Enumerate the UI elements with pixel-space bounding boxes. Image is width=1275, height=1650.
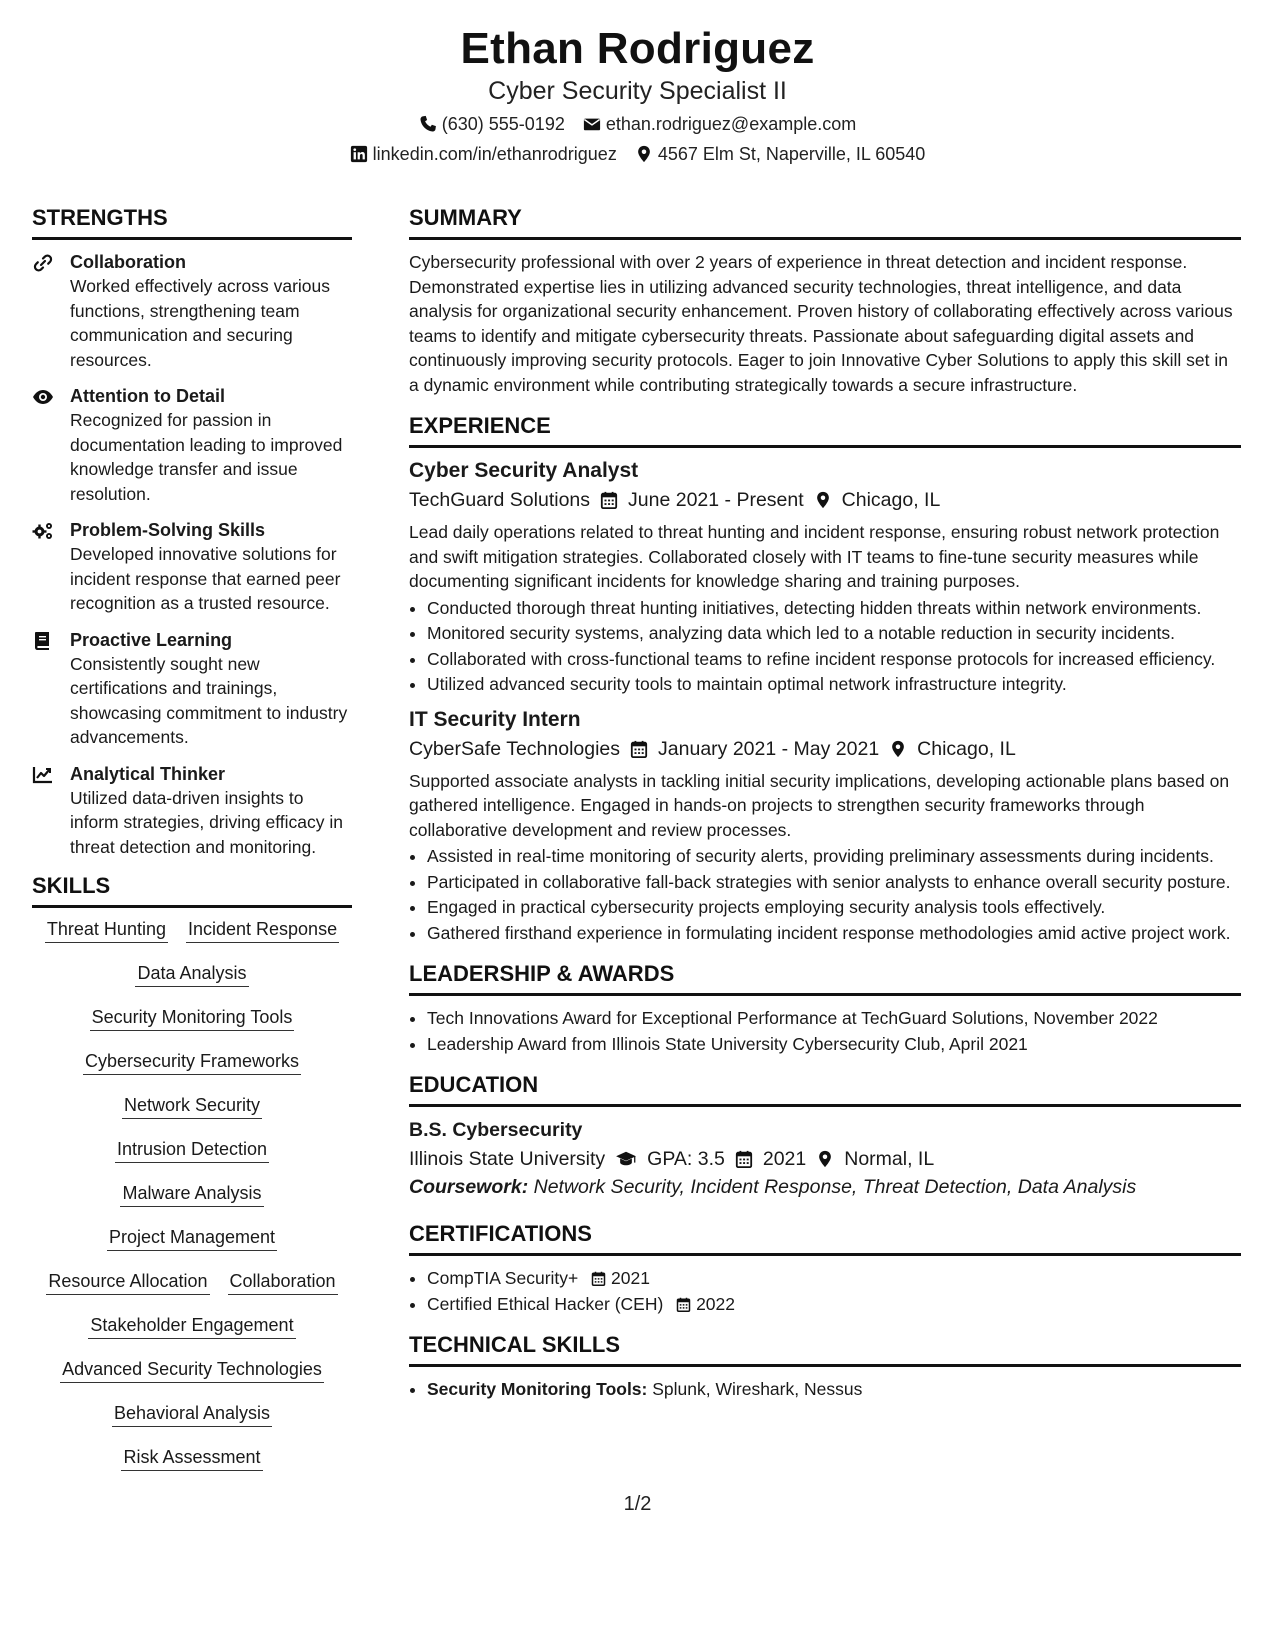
job-location: Chicago, IL [917, 737, 1016, 760]
calendar-icon [591, 1271, 606, 1286]
skill-row [32, 1270, 352, 1295]
certification-list [409, 1266, 1241, 1316]
certification-year: 2021 [611, 1268, 650, 1288]
candidate-name: Ethan Rodriguez [460, 24, 815, 73]
job-meta [409, 735, 1241, 763]
linkedin-icon [350, 145, 368, 163]
skill-tag: Risk Assessment [121, 1446, 262, 1471]
job-dates: June 2021 - Present [628, 489, 804, 511]
link-icon [32, 250, 70, 372]
degree: B.S. Cybersecurity [409, 1119, 583, 1141]
strength-desc: Consistently sought new certifications and trainings, showcasing commitment to industry advancements. [70, 653, 348, 747]
technical-skills-section [409, 1332, 1241, 1402]
job-bullet: • Assisted in real-time monitoring of security alerts, providing preliminary assessments during incidents. [427, 844, 1241, 869]
phone-icon [419, 115, 437, 133]
job-title: Cyber Security Analyst [409, 459, 639, 482]
education-heading: EDUCATION [409, 1072, 1241, 1107]
address-contact [635, 142, 926, 166]
strength-title: Attention to Detail [70, 386, 225, 406]
job-bullet: • Participated in collaborative fall-back strategies with senior analysts to enhance overall security posture. [427, 870, 1241, 895]
email-contact[interactable] [583, 112, 856, 136]
chart-line-icon [32, 762, 70, 860]
strength-title: Collaboration [70, 252, 186, 272]
job-bullets [409, 844, 1241, 945]
strength-title: Proactive Learning [70, 629, 233, 650]
phone-text: (630) 555-0192 [441, 114, 565, 134]
job-entry [409, 458, 1241, 697]
job-bullet: • Monitored security systems, analyzing data which led to a notable reduction in security incidents. [427, 621, 1241, 646]
skill-row [32, 1358, 352, 1383]
job-bullet: • Collaborated with cross-functional teams to refine incident response protocols for increased efficiency. [427, 647, 1241, 672]
skill-row [32, 1006, 352, 1031]
summary-section [409, 205, 1241, 397]
coursework [409, 1173, 1241, 1201]
job-bullet: • Engaged in practical cybersecurity projects employing security analysis tools effectively. [427, 895, 1241, 920]
company-name: TechGuard Solutions [409, 489, 591, 511]
linkedin-contact[interactable] [350, 142, 617, 166]
skill-tag: Intrusion Detection [115, 1138, 269, 1163]
certification-name: Certified Ethical Hacker (CEH) [427, 1293, 664, 1314]
graduation-year: 2021 [762, 1148, 807, 1170]
skill-row [32, 1402, 352, 1427]
graduation-cap-icon [615, 1150, 637, 1168]
certifications-heading: CERTIFICATIONS [409, 1221, 1241, 1256]
address-text: 4567 Elm St, Naperville, IL 60540 [657, 144, 926, 164]
skill-tag: Cybersecurity Frameworks [83, 1050, 301, 1075]
experience-heading: EXPERIENCE [409, 413, 1241, 448]
job-meta [409, 486, 1241, 514]
strength-desc: Worked effectively across various functions, strengthening team communication and securing resources. [70, 276, 331, 370]
map-pin-icon [889, 740, 907, 758]
experience-section [409, 413, 1241, 945]
strength-item [32, 518, 352, 616]
calendar-icon [630, 740, 648, 758]
skill-tag: Advanced Security Technologies [60, 1358, 324, 1383]
skill-row [32, 1446, 352, 1471]
job-description: Supported associate analysts in tackling initial security implications, developing actionable plans based on gathered intelligence. Engaged in hands-on projects to strengthen security frameworks through collaborative development and review processes. [409, 770, 1230, 840]
skill-tag: Network Security [122, 1094, 262, 1119]
job-title: Cyber Security Specialist II [488, 77, 787, 105]
strength-item [32, 250, 352, 372]
right-column [409, 205, 1241, 1410]
school-name: Illinois State University [409, 1148, 606, 1170]
linkedin-text: linkedin.com/in/ethanrodriguez [372, 144, 617, 164]
strength-desc: Developed innovative solutions for incident response that earned peer recognition as a trusted resource. [70, 544, 341, 613]
coursework-text: Network Security, Incident Response, Threat Detection, Data Analysis [533, 1176, 1137, 1198]
award-list [409, 1006, 1241, 1056]
skill-tag: Data Analysis [135, 962, 248, 987]
contact-row-2 [0, 142, 1275, 166]
job-bullet: • Utilized advanced security tools to maintain optimal network infrastructure integrity. [427, 672, 1241, 697]
skill-row [32, 918, 352, 943]
strength-item [32, 384, 352, 506]
technical-skills-heading: TECHNICAL SKILLS [409, 1332, 1241, 1367]
education-section [409, 1072, 1241, 1201]
map-pin-icon [814, 491, 832, 509]
calendar-icon [676, 1297, 691, 1312]
job-entry [409, 707, 1241, 946]
skill-row [32, 962, 352, 987]
strength-desc: Recognized for passion in documentation leading to improved knowledge transfer and issue resolution. [70, 410, 343, 504]
technical-skill-label: Security Monitoring Tools: [427, 1379, 648, 1399]
envelope-icon [583, 115, 601, 133]
skill-row [32, 1226, 352, 1251]
skill-tag: Incident Response [186, 918, 339, 943]
job-bullets [409, 596, 1241, 697]
skill-row [32, 1050, 352, 1075]
page-number: 1/2 [623, 1493, 652, 1515]
strengths-heading: STRENGTHS [32, 205, 352, 240]
map-pin-icon [635, 145, 653, 163]
school-location: Normal, IL [844, 1148, 935, 1170]
skill-tag: Project Management [107, 1226, 277, 1251]
strength-title: Analytical Thinker [70, 763, 226, 784]
left-column [32, 205, 352, 1490]
job-dates: January 2021 - May 2021 [658, 737, 880, 760]
calendar-icon [735, 1150, 753, 1168]
skill-row [32, 1094, 352, 1119]
company-name: CyberSafe Technologies [409, 737, 621, 760]
strength-desc: Utilized data-driven insights to inform strategies, driving efficacy in threat detection and monitoring. [70, 787, 343, 857]
leadership-section [409, 961, 1241, 1056]
skill-row [32, 1314, 352, 1339]
coursework-label: Coursework: [409, 1176, 529, 1198]
skill-tag: Behavioral Analysis [112, 1402, 272, 1427]
strength-item [32, 628, 352, 750]
skill-tag: Collaboration [228, 1270, 338, 1295]
calendar-icon [600, 491, 618, 509]
skill-tag: Resource Allocation [46, 1270, 209, 1295]
job-title: IT Security Intern [409, 707, 581, 731]
job-bullet: • Gathered firsthand experience in formulating incident response methodologies amid active project work. [427, 921, 1241, 946]
skill-tag: Security Monitoring Tools [90, 1006, 295, 1031]
job-description: Lead daily operations related to threat hunting and incident response, ensuring robust network protection and swift mitigation strategies. Collaborated closely with IT teams to fine-tune security measures while documenting significant incidents for knowledge sharing and training purposes. [409, 522, 1220, 591]
phone-contact [419, 112, 565, 136]
certification-year: 2022 [696, 1293, 735, 1314]
education-meta [409, 1145, 1241, 1173]
summary-heading: SUMMARY [409, 205, 1241, 240]
skill-row [32, 1138, 352, 1163]
contact-row-1 [0, 112, 1275, 136]
skills-heading: SKILLS [32, 873, 352, 908]
technical-skill-item [427, 1377, 1241, 1402]
skill-tag: Stakeholder Engagement [88, 1314, 295, 1339]
email-text: ethan.rodriguez@example.com [605, 114, 857, 134]
eye-icon [32, 384, 70, 506]
gpa: GPA: 3.5 [647, 1148, 725, 1170]
resume-header [0, 22, 1275, 166]
certifications-section [409, 1221, 1241, 1316]
skill-tag: Threat Hunting [45, 918, 168, 943]
job-bullet: • Conducted thorough threat hunting initiatives, detecting hidden threats within network environments. [427, 596, 1241, 621]
skill-tag: Malware Analysis [120, 1182, 263, 1207]
map-pin-icon [816, 1150, 834, 1168]
certification-name: CompTIA Security+ [427, 1268, 579, 1288]
certification-item [427, 1292, 1241, 1317]
award-item: • Tech Innovations Award for Exceptional Performance at TechGuard Solutions, November 2022 [427, 1006, 1241, 1031]
gears-icon [32, 518, 70, 616]
book-icon [32, 628, 70, 750]
technical-skill-value: Splunk, Wireshark, Nessus [652, 1379, 863, 1399]
summary-text: Cybersecurity professional with over 2 years of experience in threat detection and incident response. Demonstrated expertise lies in utilizing advanced security technologies, threat intelligence, and data analysis for organizational security enhancement. Proven history of collaborating effectively across various teams to identify and mitigate cybersecurity threats. Passionate about safeguarding digital assets and continuously improving security protocols. Eager to join Innovative Cyber Solutions to apply this skill set in a dynamic environment while contributing strategically towards a secure infrastructure. [409, 252, 1233, 395]
technical-skills-list [409, 1377, 1241, 1402]
award-item: • Leadership Award from Illinois State University Cybersecurity Club, April 2021 [427, 1032, 1241, 1057]
certification-item [427, 1266, 1241, 1291]
job-location: Chicago, IL [841, 489, 941, 511]
skills-list [32, 918, 352, 1471]
strength-item [32, 762, 352, 860]
leadership-heading: LEADERSHIP & AWARDS [409, 961, 1241, 996]
skill-row [32, 1182, 352, 1207]
strength-title: Problem-Solving Skills [70, 520, 266, 540]
